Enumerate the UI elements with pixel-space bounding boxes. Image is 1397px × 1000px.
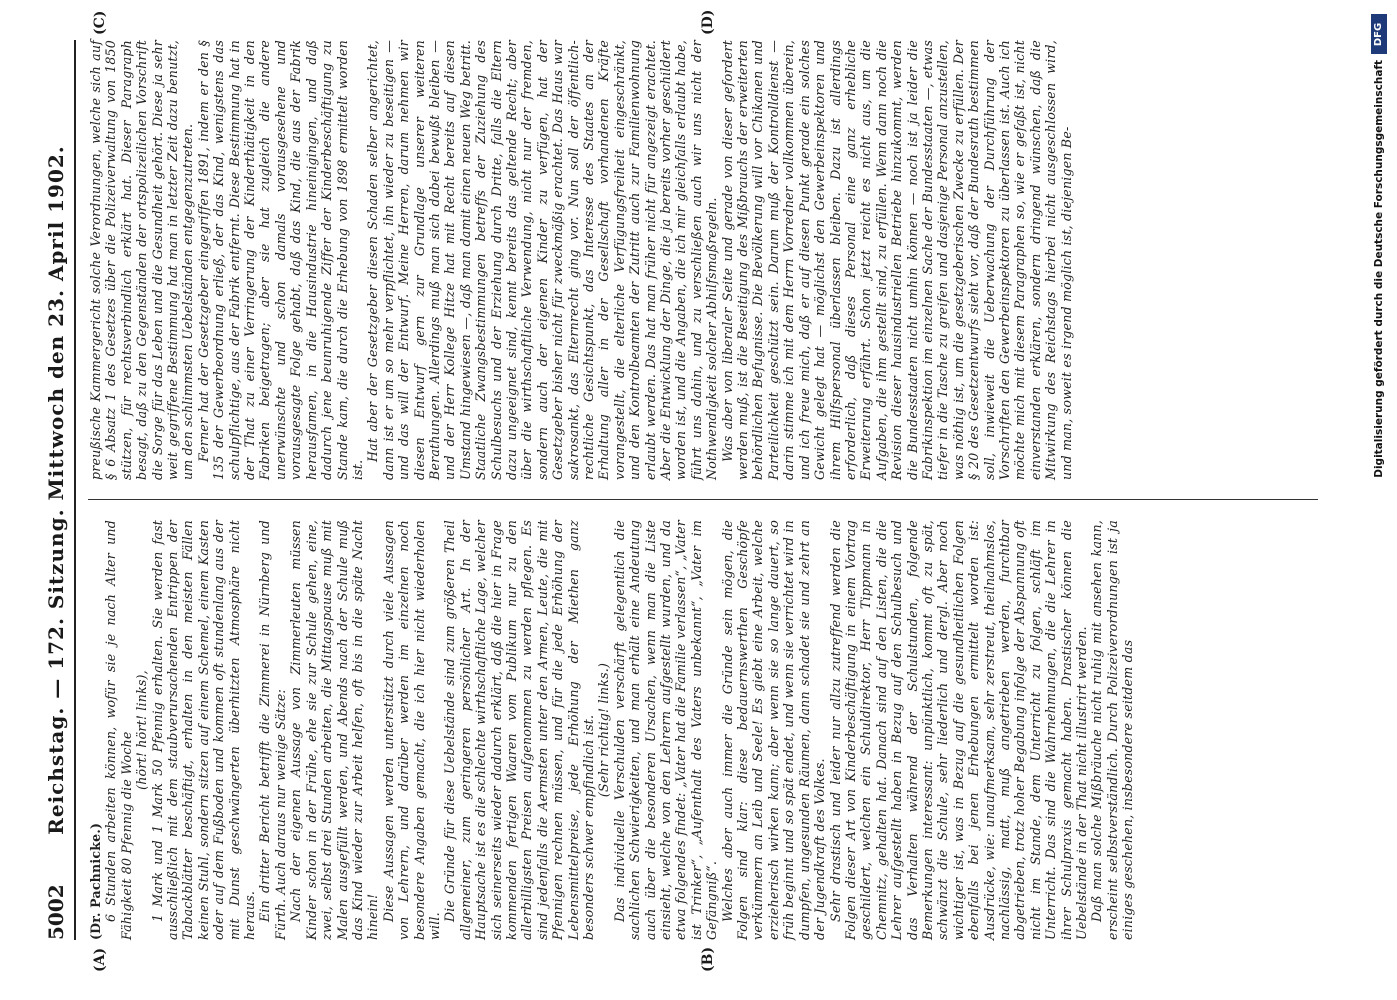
- page-number: 5002: [44, 884, 68, 940]
- paragraph: Was aber von liberaler Seite und gerade von dieser gefordert werden muß, ist die Beseitigung des Mißbrauchs der erweiterten behördlichen Befugnisse. Die Bevölkerung will vor Chikanen und Parteilichkeit geschützt sein. Darum muß der Kontrolldienst — darin stimme ich mit dem Herrn Vorredner vollkommen überein, und ich freue mich, daß er auf diesen Punkt gerade ein solches Gewicht gelegt hat — möglichst den Gewerbeinspektoren und ihrem Hilfspersonal überlassen bleiben. Dazu ist allerdings erforderlich, daß dieses Personal eine ganz erhebliche Erweiterung erfährt. Schon jetzt reicht es nicht aus, um die Aufgaben, die ihm gestellt sind, zu erfüllen. Wenn dann noch die Revision dieser hausindustriellen Betriebe hinzukommt, werden die Bundesstaaten nicht umhin können — noch ist ja leider die Fabrikinspektion im einzelnen Sache der Bundesstaaten —, etwas tiefer in die Tasche zu greifen und dasjenige Personal anzustellen, was nöthig ist, um die gesetzgeberischen Zwecke zu erfüllen. Der § 20 des Gesetzentwurfs sieht vor, daß der Bundesrath bestimmen soll, inwieweit die Ueberwachung der Durchführung der Vorschriften den Gewerbeinspektoren zu überlassen ist. Auch ich möchte mich mit diesem Paragraphen so, wie er gefaßt ist, nicht einverstanden erklären, sondern dringend wünschen, daß die Mitwirkung des Reichstags hierbei nicht ausgeschlossen wird, und man, soweit es irgend möglich ist, diejenigen Be-: [719, 40, 1074, 480]
- paragraph: Das individuelle Verschulden verschärft gelegentlich die sachlichen Schwierigkeiten, und man erhält eine Andeutung auch über die besonderen Ursachen, wenn man die Liste einsieht, welche von den Lehrern aufgestellt wurden, und da etwa folgendes findet: „Vater hat die Familie verlassen“, „Vater ist Trinker“, „Aufenthalt des Vaters unbekannt“, „Vater im Gefängniß“.: [611, 520, 720, 940]
- paragraph: Welches aber auch immer die Gründe sein mögen, die Folgen sind klar: diese bedauernswerthen Geschöpfe verkümmern an Leib und Seele! Es giebt eine Arbeit, welche erzieherisch wirken kann; aber wenn sie so lange dauert, so früh beginnt und so spät endet, und wenn sie verrichtet wird in dumpfen, ungesunden Räumen, dann schadet sie und zehrt an der Jugendkraft des Volkes.: [719, 520, 828, 940]
- interjection: (hört! hört! links),: [134, 670, 150, 790]
- dfg-credit: Digitalisierung gefördert durch die Deutsche Forschungsgemeinschaft: [1373, 60, 1385, 478]
- dfg-footer: [1369, 14, 1389, 974]
- left-column: [88, 520, 1136, 940]
- dfg-logo-icon: [1371, 14, 1387, 54]
- paragraph: Ferner hat der Gesetzgeber eingegriffen 1891, indem er den § 135 der Gewerbeordnung erließ, der das Kind, wenigstens das schulpflichtige, aus der Fabrik entfernt. Diese Bestimmung hat in der That zu einer Verringerung der Kinderthätigkeit in den Fabriken beigetragen; aber sie hat zugleich die andere unerwünschte und schon damals vorausgesehene und vorausgesagte Folge gehabt, daß das Kind, die aus der Fabrik herausfamen, in die Hausindustrie hineinigingen, und daß dadurch jene beunruhigende Ziffer der Kinderbeschäftigung zu Stande kam, die durch die Erhebung von 1898 ermittelt worden ist.: [195, 40, 365, 480]
- dfg-logo-text: DFG: [1373, 22, 1385, 46]
- paragraph: 6 Stunden arbeiten können, wofür sie je nach Alter und Fähigkeit 80 Pfennig die Woche: [103, 520, 134, 940]
- paragraph: Sehr drastisch und leider nur allzu zutreffend werden die Folgen dieser Art von Kinderbeschäftigung in einem Vortrag geschildert, welchen ein Schuldirektor, Herr Tippmann in Chemnitz, gehalten hat. Danach sind auf den Listen, die die Lehrer aufgestellt haben in Bezug auf den Schulbesuch und das Verhalten während der Schulstunden, folgende Bemerkungen interessant: unpünktlich, kommt oft zu spät, schwänzt die Schule, sehr liederlich und dergl. Aber noch wichtiger ist, was in Bezug auf die gesundheitlichen Folgen ebenfalls bei jenen Erhebungen ermittelt worden ist: Ausdrücke, wie: unaufmerksam, sehr zerstreut, theilnahmslos, nachlässig, matt, muß angetrieben werden, furchtbar abgetrieben, trotz hoher Begabung infolge der Abspannung oft nicht im Stande, dem Unterricht zu folgen, schläft im Unterricht. Das sind die Wahrnehmungen, die die Lehrer in ihrer Schulpraxis gemacht haben. Drastischer können die Uebelstände in der That nicht illustrirt werden.: [827, 520, 1089, 940]
- paragraph: Die Gründe für diese Uebelstände sind zum größeren Theil allgemeiner, zum geringeren persönlicher Art. In der Hauptsache ist es die schlechte wirthschaftliche Lage, welcher sich seinerseits wieder dadurch erklärt, daß die hier in Frage kommenden fertigen Waaren vom Publikum nur zu den allerbilligsten Preisen aufgenommen zu werden pflegen. Es sind jedenfalls die Aermsten unter den Armen, Leute, die mit Pfennigen rechnen müssen, und für die jede Erhöhung der Lebensmittelpreise, jede Erhöhung der Miethen ganz besonders schwer empfindlich ist.: [442, 520, 596, 940]
- speaker-label: (Dr. Pachnicke.): [88, 822, 103, 940]
- page-title: Reichstag. — 172. Sitzung. Mittwoch den 23. April 1902.: [44, 145, 68, 835]
- paragraph: Hat aber der Gesetzgeber diesen Schaden selber angerichtet, dann ist er um so mehr verpflichtet, ihn wieder zu beseitigen — und das will der Entwurf. Meine Herren, darum nehmen wir diesen Entwurf gern zur Grundlage unserer weiteren Berathungen. Allerdings muß man sich dabei bewußt bleiben — und der Herr Kollege Hitze hat mit Recht bereits auf diesen Umstand hingewiesen —, daß man damit einen neuen Weg betritt. Staatliche Zwangsbestimmungen betreffs der Zuziehung des Schulbesuchs und der Erziehung durch Dritte, falls die Eltern dazu ungeeignet sind, kennt bereits das geltende Recht; aber über die wirthschaftliche Verwendung, nicht nur der fremden, sondern auch der eigenen Kinder zu verfügen, hat der Gesetzgeber bisher nicht für zweckmäßig erachtet. Das Haus war sakrosankt, das Elternrecht ging vor. Nun soll der öffentlich-rechtliche Gesichtspunkt, das Interesse des Staates an der Erhaltung aller in der Gesellschaft vorhandenen Kräfte vorangestellt, die elterliche Verfügungsfreiheit eingeschränkt, und den Kontrolbeamten der Zutritt auch zur Familienwohnung erlaubt werden. Das hat man früher nicht für angezeigt erachtet. Aber die Entwicklung der Dinge, die ja bereits vorher geschildert worden ist, und die Angaben, die ich mir gleichfalls erlaubt habe, führt uns dahin, und zu verschließen auch wir uns nicht der Nothwendigkeit solcher Abhilfsmaßregeln.: [365, 40, 720, 480]
- right-column: [88, 40, 1074, 480]
- paragraph: Daß man solche Mißbräuche nicht ruhig mit ansehen kann, erscheint selbstverständlich. Durch Polizeiverordnungen ist ja einiges geschehen, insbesondere seitdem das: [1089, 520, 1136, 940]
- paragraph: Nach der eigenen Aussage von Zimmerleuten müssen Kinder schon in der Frühe, ehe sie zur Schule gehen, eine, zwei, selbst drei Stunden arbeiten, die Mittagspause muß mit Malen ausgefüllt werden, und Abends nach der Schule muß das Kind wieder zur Arbeit helfen, oft bis in die späte Nacht hinein!: [288, 520, 381, 940]
- margin-mark-a: (A): [92, 947, 108, 972]
- column-divider: [88, 499, 1318, 500]
- paragraph: 1 Mark und 1 Mark 50 Pfennig erhalten. Sie werden fast ausschließlich mit dem staubverursachenden Entrippen der Tabackblätter beschäftigt, erhalten in den meisten Fällen keinen Stuhl, sondern sitzen auf einem Schemel, einem Kasten oder auf dem Fußboden und kommen oft stundenlang aus der mit Dunst geschwängerten überhitzten Atmosphäre nicht heraus.: [149, 520, 258, 940]
- page-header: [40, 40, 76, 940]
- paragraph: Diese Aussagen werden unterstützt durch viele Aussagen von Lehrern, und darüber werden im einzelnen noch besondere Angaben gemacht, die ich hier nicht wiederholen will.: [380, 520, 442, 940]
- margin-mark-d: (D): [700, 9, 716, 35]
- interjection: (Sehr richtig! links.): [596, 662, 612, 798]
- margin-mark-c: (C): [92, 10, 108, 35]
- paragraph: Ein dritter Bericht betrifft die Zimmerei in Nürnberg und Fürth. Auch daraus nur wenige Sätze:: [257, 520, 288, 940]
- paragraph: preußische Kammergericht solche Verordnungen, welche sich auf § 6 Absatz 1 des Gesetzes über die Polizeiverwaltung von 1850 stützen, für rechtsverbindlich erklärt hat. Dieser Paragraph besagt, daß zu den Gegenständen der ortspolizeilichen Vorschrift die Sorge für das Leben und die Gesundheit gehört. Diese ja sehr weit gegriffene Bestimmung hat man in letzter Zeit dazu benutzt, um den schlimmsten Uebelständen entgegenzutreten.: [88, 40, 196, 480]
- margin-mark-b: (B): [700, 946, 716, 972]
